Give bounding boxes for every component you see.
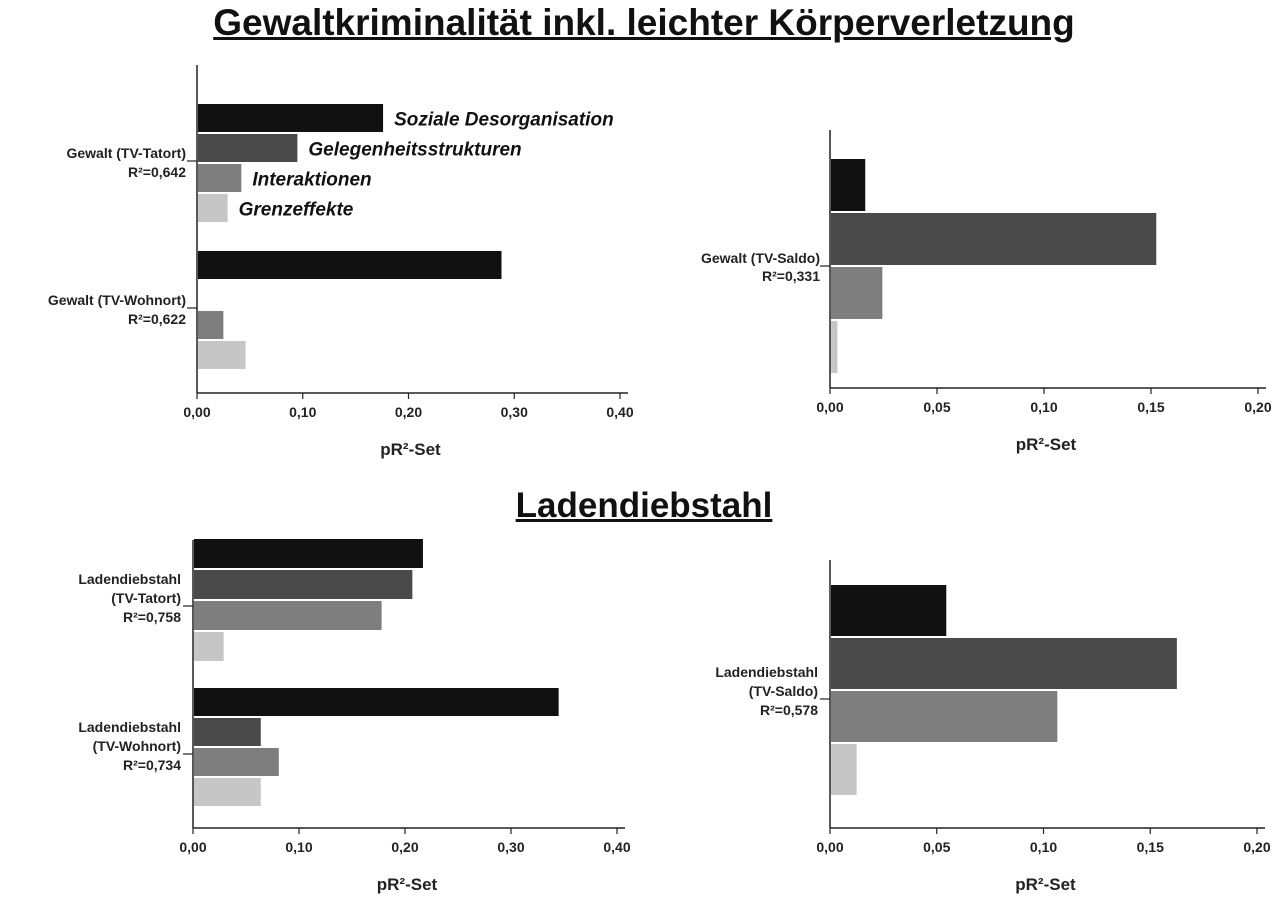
category-label: R²=0,622 — [128, 311, 186, 327]
bar-grenzeffekte-2 — [198, 341, 246, 369]
x-tick-label: 0,05 — [923, 399, 951, 415]
x-tick-label: 0,00 — [816, 399, 844, 415]
category-label: R²=0,758 — [123, 609, 181, 625]
category-label: Gewalt (TV-Saldo) — [700, 250, 820, 266]
x-axis-title: pR²-Set — [1015, 435, 1077, 454]
legend-label-soziale-desorganisation: Soziale Desorganisation — [394, 109, 614, 131]
bar-soziale-desorganisation-2 — [198, 251, 502, 279]
bar-grenzeffekte-2 — [194, 778, 261, 806]
category-label: (TV-Saldo) — [748, 683, 818, 699]
category-label: Ladendiebstahl — [78, 719, 181, 735]
x-tick-label: 0,10 — [289, 404, 317, 420]
x-tick-label: 0,40 — [606, 404, 634, 420]
bar-gelegenheitsstrukturen-1 — [194, 570, 412, 599]
x-tick-label: 0,10 — [1029, 839, 1058, 855]
bar-interaktionen-2 — [198, 311, 223, 339]
x-tick-label: 0,10 — [285, 839, 313, 855]
bar-grenzeffekte-1 — [194, 632, 224, 661]
x-axis-title: pR²-Set — [380, 440, 441, 459]
x-tick-label: 0,20 — [391, 839, 419, 855]
bar-grenzeffekte-1 — [831, 744, 857, 795]
category-label: (TV-Wohnort) — [92, 738, 181, 754]
x-tick-label: 0,40 — [603, 839, 631, 855]
chart-panel-3 — [78, 539, 631, 894]
bar-gelegenheitsstrukturen-1 — [831, 213, 1156, 265]
category-label: R²=0,331 — [762, 268, 820, 284]
x-tick-label: 0,15 — [1136, 839, 1164, 855]
x-tick-label: 0,30 — [500, 404, 528, 420]
legend-label-gelegenheitsstrukturen: Gelegenheitsstrukturen — [308, 139, 522, 161]
bar-interaktionen-1 — [831, 691, 1057, 742]
x-tick-label: 0,10 — [1030, 399, 1058, 415]
category-label: Gewalt (TV-Wohnort) — [47, 292, 186, 308]
bar-interaktionen-1 — [194, 601, 382, 630]
bar-gelegenheitsstrukturen-2 — [194, 718, 261, 746]
section-title-shoplifting: Ladendiebstahl — [515, 486, 773, 525]
category-label: R²=0,642 — [128, 164, 186, 180]
bar-soziale-desorganisation-1 — [198, 104, 383, 132]
x-tick-label: 0,30 — [497, 839, 525, 855]
bar-interaktionen-1 — [831, 267, 882, 319]
bar-interaktionen-2 — [194, 748, 279, 776]
category-label: Gewalt (TV-Tatort) — [66, 145, 186, 161]
chart-panel-2 — [701, 130, 1272, 454]
legend-label-interaktionen: Interaktionen — [252, 169, 372, 191]
bar-soziale-desorganisation-1 — [194, 539, 423, 568]
x-tick-label: 0,00 — [816, 839, 844, 855]
bar-soziale-desorganisation-1 — [831, 159, 865, 211]
chart-panel-4 — [715, 560, 1271, 894]
x-tick-label: 0,20 — [1243, 839, 1271, 855]
bar-interaktionen-1 — [198, 164, 241, 192]
bar-grenzeffekte-1 — [198, 194, 228, 222]
x-axis-title: pR²-Set — [376, 875, 438, 894]
bar-gelegenheitsstrukturen-1 — [198, 134, 297, 162]
x-tick-label: 0,05 — [923, 839, 951, 855]
category-label: R²=0,578 — [760, 702, 818, 718]
x-tick-label: 0,15 — [1137, 399, 1165, 415]
bar-soziale-desorganisation-2 — [194, 688, 559, 716]
category-label: Ladendiebstahl — [715, 664, 818, 680]
x-tick-label: 0,20 — [394, 404, 423, 420]
x-tick-label: 0,20 — [1244, 399, 1272, 415]
category-label: Ladendiebstahl — [78, 571, 181, 587]
x-tick-label: 0,00 — [183, 404, 211, 420]
legend-label-grenzeffekte: Grenzeffekte — [238, 199, 354, 221]
chart-panel-1 — [48, 65, 634, 459]
category-label: (TV-Tatort) — [111, 590, 181, 606]
bar-gelegenheitsstrukturen-1 — [831, 638, 1177, 689]
bar-grenzeffekte-1 — [831, 321, 837, 373]
bar-soziale-desorganisation-1 — [831, 585, 946, 636]
x-tick-label: 0,00 — [179, 839, 207, 855]
x-axis-title: pR²-Set — [1015, 875, 1076, 894]
category-label: R²=0,734 — [123, 757, 181, 773]
section-title-violence: Gewaltkriminalität inkl. leichter Körperverletzung — [213, 2, 1075, 43]
